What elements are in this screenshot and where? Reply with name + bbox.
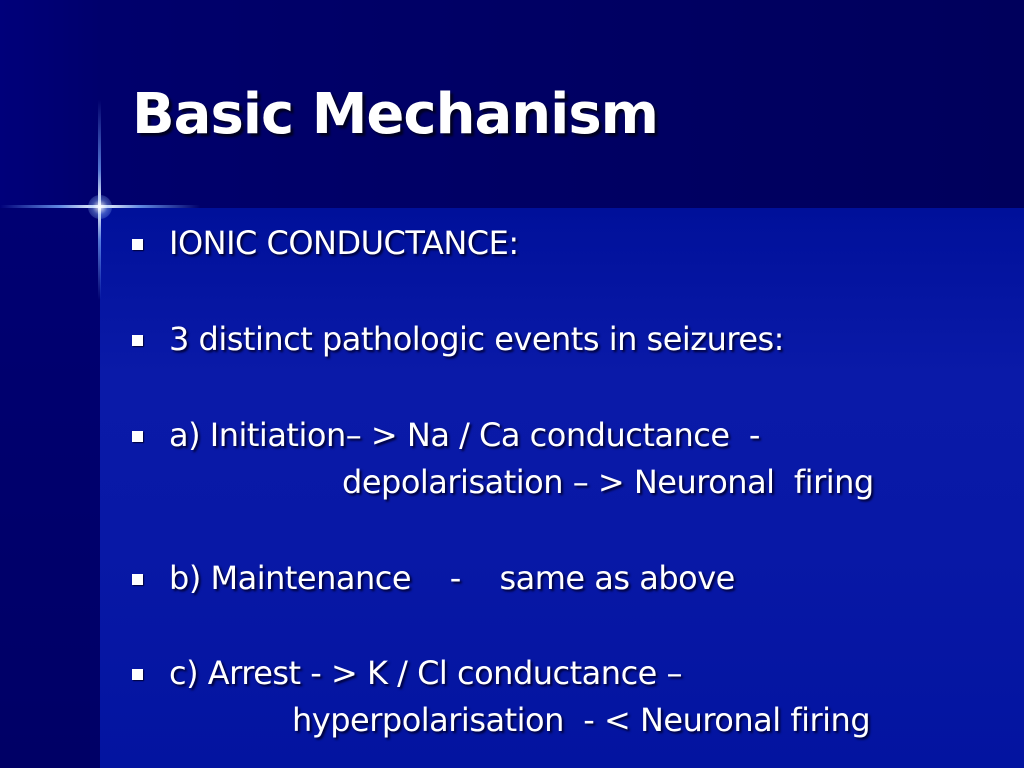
square-bullet-icon bbox=[132, 239, 143, 250]
slide-title: Basic Mechanism bbox=[132, 82, 658, 147]
left-band bbox=[0, 208, 100, 768]
bullet-text: c) Arrest - > K / Cl conductance – bbox=[169, 654, 683, 692]
bullet-text: IONIC CONDUCTANCE: bbox=[169, 224, 519, 262]
square-bullet-icon bbox=[132, 431, 143, 442]
square-bullet-icon bbox=[132, 335, 143, 346]
bullet-text: a) Initiation– > Na / Ca conductance - bbox=[169, 416, 760, 454]
bullet-text: b) Maintenance - same as above bbox=[169, 559, 735, 597]
lens-flare-glow bbox=[88, 195, 112, 219]
bullet-continuation-text: hyperpolarisation - < Neuronal firing bbox=[292, 701, 871, 739]
bullet-text: 3 distinct pathologic events in seizures: bbox=[169, 320, 784, 358]
bullet-continuation-text: depolarisation – > Neuronal firing bbox=[342, 463, 874, 501]
square-bullet-icon bbox=[132, 669, 143, 680]
square-bullet-icon bbox=[132, 574, 143, 585]
